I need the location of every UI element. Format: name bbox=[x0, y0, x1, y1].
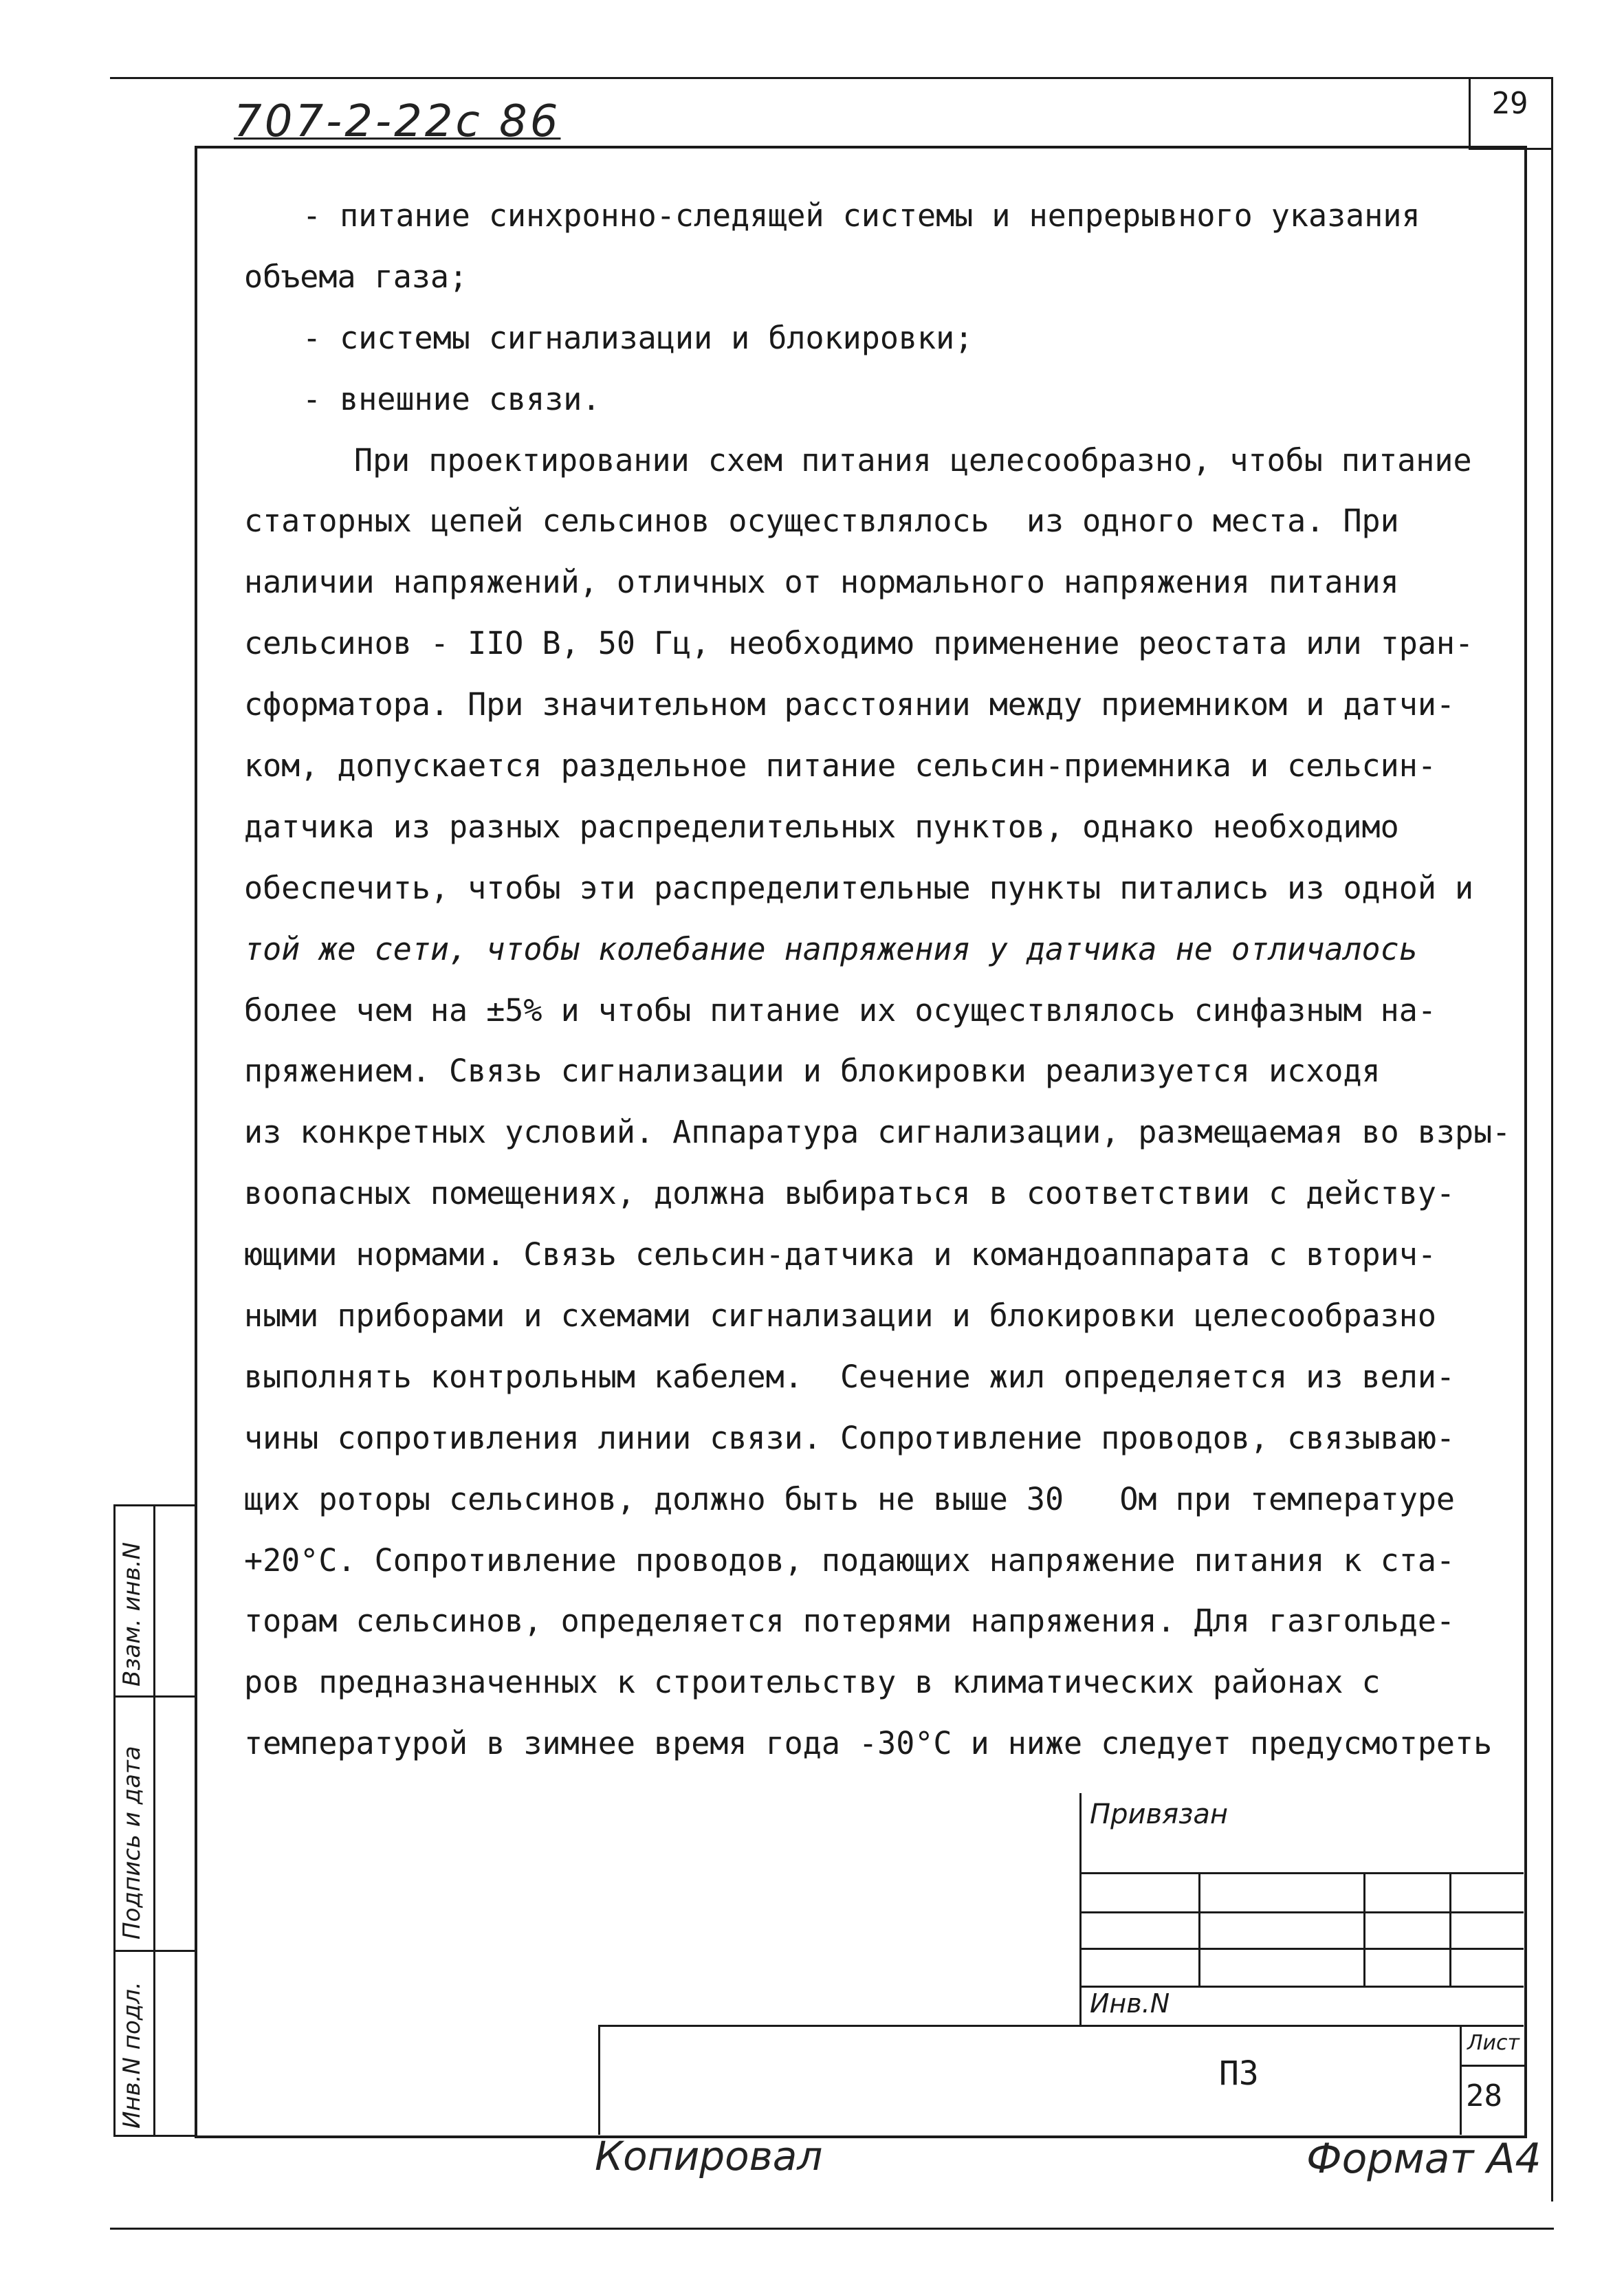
title-block-line bbox=[1082, 1911, 1524, 1913]
text-line: ными приборами и схемами сигнализации и блокировки целесообразно bbox=[244, 1297, 1436, 1335]
margin-label-vzam: Взам. инв.N bbox=[118, 1541, 146, 1687]
margin-divider bbox=[116, 1950, 197, 1952]
title-block-vline bbox=[1198, 1872, 1200, 1986]
text-line: пряжением. Связь сигнализации и блокировки реализуется исходя bbox=[244, 1053, 1381, 1090]
text-line: ющими нормами. Связь сельсин-датчика и командоаппарата с вторич- bbox=[244, 1236, 1436, 1273]
title-block-line bbox=[1082, 1986, 1524, 1988]
text-line: из конкретных условий. Аппаратура сигнализации, размещаемая во взры- bbox=[244, 1114, 1511, 1151]
text-line: щих роторы сельсинов, должно быть не выше 30 Ом при температуре bbox=[244, 1480, 1455, 1517]
margin-divider-vertical bbox=[153, 1506, 155, 2135]
text-line: ров предназначенных к строительству в климатических районах с bbox=[244, 1664, 1381, 1701]
margin-label-inv: Инв.N подл. bbox=[118, 1981, 146, 2129]
copied-signature: Копировал bbox=[595, 2133, 823, 2179]
list-number: 28 bbox=[1466, 2078, 1502, 2113]
title-block-upper bbox=[1079, 1793, 1524, 2027]
text-line: чины сопротивления линии связи. Сопротивление проводов, связываю- bbox=[244, 1419, 1455, 1456]
text-line: - питание синхронно-следящей системы и непрерывного указания bbox=[303, 197, 1420, 234]
text-line: торам сельсинов, определяется потерями напряжения. Для газгольде- bbox=[244, 1603, 1455, 1640]
list-box bbox=[1460, 2027, 1526, 2135]
title-block-vline bbox=[1449, 1872, 1451, 1986]
text-line: той же сети, чтобы колебание напряжения у датчика не отличалось bbox=[244, 930, 1418, 967]
body-text bbox=[244, 186, 1516, 1775]
document-code: 707-2-22с 86 bbox=[234, 96, 561, 147]
text-line: +20°С. Сопротивление проводов, подающих напряжение питания к ста- bbox=[244, 1541, 1455, 1579]
document-type: ПЗ bbox=[1219, 2054, 1259, 2093]
text-line: воопасных помещениях, должна выбираться в соответствии с действу- bbox=[244, 1175, 1455, 1212]
sheet-number: 29 bbox=[1491, 86, 1528, 121]
margin-label-podpis: Подпись и дата bbox=[118, 1746, 146, 1940]
inv-n-label: Инв.N bbox=[1090, 1988, 1170, 2019]
title-block-vline bbox=[1363, 1872, 1365, 1986]
text-line: наличии напряжений, отличных от нормального напряжения питания bbox=[244, 564, 1399, 601]
margin-divider bbox=[116, 1695, 197, 1698]
top-border-line bbox=[110, 77, 1515, 79]
text-line: - системы сигнализации и блокировки; bbox=[303, 319, 974, 356]
outer-right-border bbox=[1551, 77, 1553, 2201]
text-line: ком, допускается раздельное питание сельсин-приемника и сельсин- bbox=[244, 747, 1436, 784]
format-label: Формат А4 bbox=[1306, 2135, 1541, 2183]
text-line: выполнять контрольным кабелем. Сечение жил определяется из вели- bbox=[244, 1358, 1455, 1395]
text-line: статорных цепей сельсинов осуществлялось из одного места. При bbox=[244, 503, 1399, 540]
bottom-border-line bbox=[110, 2228, 1554, 2230]
text-line: сельсинов - IIO В, 50 Гц, необходимо применение реостата или тран- bbox=[244, 625, 1474, 662]
text-line: обеспечить, чтобы эти распределительные пункты питались из одной и bbox=[244, 869, 1474, 906]
title-block-lower bbox=[598, 2025, 1524, 2135]
list-separator bbox=[1462, 2065, 1526, 2067]
text-line: более чем на ±5% и чтобы питание их осуществлялось синфазным на- bbox=[244, 991, 1436, 1029]
text-line: объема газа; bbox=[244, 258, 468, 295]
privyazan-label: Привязан bbox=[1090, 1799, 1229, 1830]
text-line: - внешние связи. bbox=[303, 380, 601, 417]
text-line: При проектировании схем питания целесообразно, чтобы питание bbox=[354, 441, 1472, 479]
margin-stamp bbox=[113, 1504, 197, 2137]
list-label: Лист bbox=[1467, 2031, 1520, 2055]
text-line: датчика из разных распределительных пунктов, однако необходимо bbox=[244, 808, 1399, 845]
title-block-line bbox=[1082, 1948, 1524, 1950]
title-block-line bbox=[1082, 1872, 1524, 1874]
text-line: температурой в зимнее время года -30°С и ниже следует предусмотреть bbox=[244, 1725, 1493, 1762]
text-line: сформатора. При значительном расстоянии между приемником и датчи- bbox=[244, 686, 1455, 723]
